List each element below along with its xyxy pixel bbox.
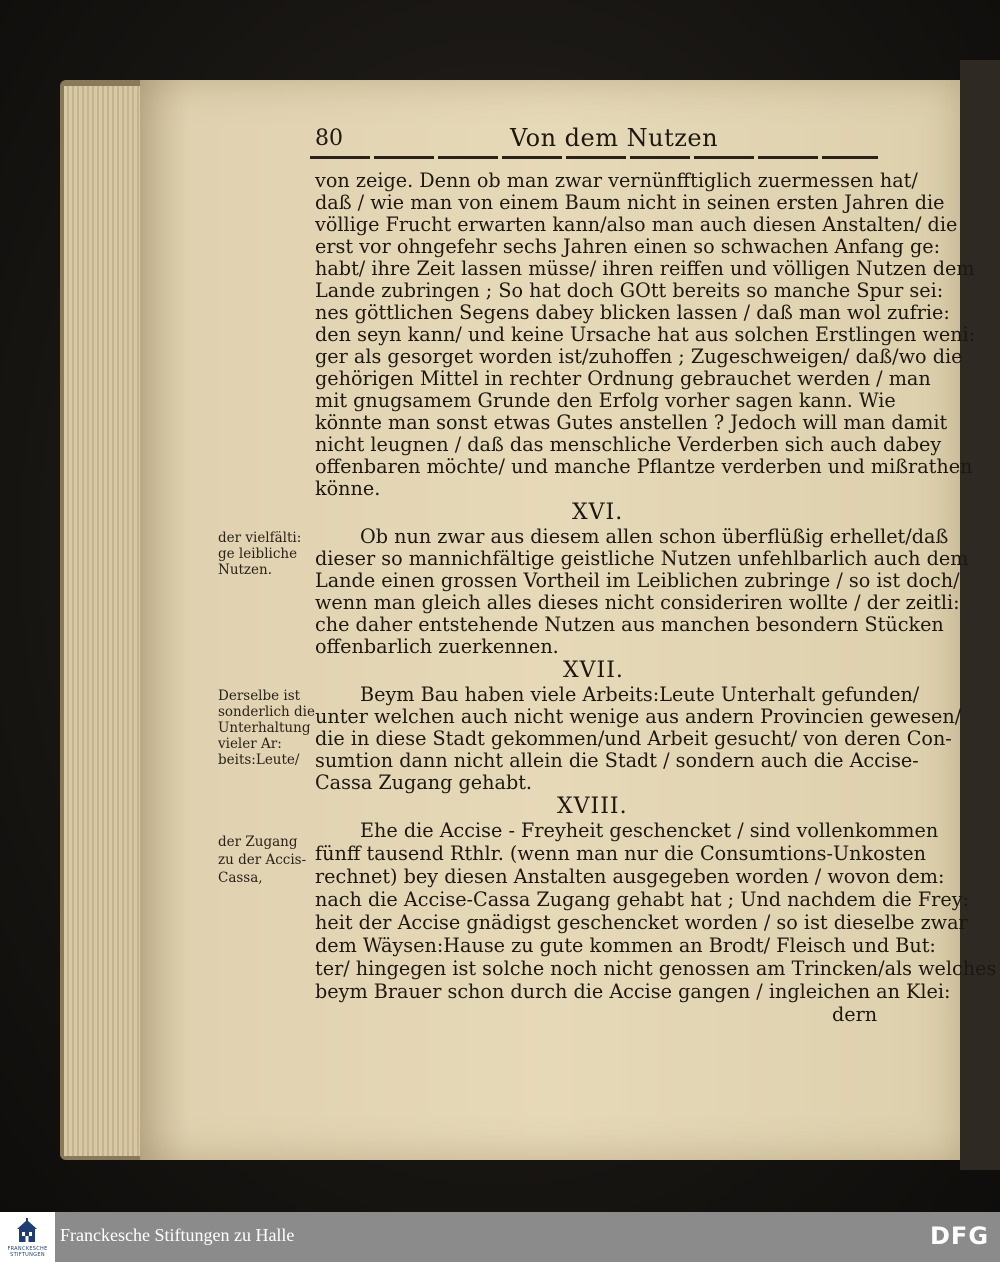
margin-note: Cassa, — [218, 870, 263, 886]
text-line: dem Wäysen:Hause zu gute kommen an Brodt/ Fleisch und But: — [315, 934, 936, 957]
page-stack-edges — [64, 86, 148, 1156]
text-line: nach die Accise-Cassa Zugang gehabt hat ; Und nachdem die Frey: — [315, 888, 970, 911]
text-line: erst vor ohngefehr sechs Jahren einen so schwachen Anfang ge: — [315, 235, 941, 258]
text-line: ter/ hingegen ist solche noch nicht genossen am Trincken/als welches — [315, 957, 997, 980]
running-head: Von dem Nutzen — [510, 124, 719, 152]
text-line: offenbaren möchte/ und manche Pflantze verderben und mißrathen — [315, 455, 973, 478]
text-line: sumtion dann nicht allein die Stadt / sondern auch die Accise- — [315, 749, 919, 772]
section-numeral-xviii: XVIII. — [557, 794, 628, 819]
text-line: nicht leugnen / daß das menschliche Verderben sich auch dabey — [315, 433, 942, 456]
text-line: die in diese Stadt gekommen/und Arbeit gesucht/ von deren Con- — [315, 727, 952, 750]
text-line: könne. — [315, 477, 381, 500]
text-line: offenbarlich zuerkennen. — [315, 635, 559, 658]
orphanage-building-icon — [17, 1218, 37, 1244]
margin-note: der Zugang — [218, 834, 298, 850]
text-line: Lande zubringen ; So hat doch GOtt bereits so manche Spur sei: — [315, 279, 944, 302]
text-line: mit gnugsamem Grunde den Erfolg vorher sagen kann. Wie — [315, 389, 896, 412]
institution-logo[interactable] — [0, 1212, 55, 1262]
text-line: habt/ ihre Zeit lassen müsse/ ihren reiffen und völligen Nutzen dem — [315, 257, 975, 280]
text-line: dieser so mannichfältige geistliche Nutzen unfehlbarlich auch dem — [315, 547, 969, 570]
text-line: von zeige. Denn ob man zwar vernünfftiglich zuermessen hat/ — [315, 169, 918, 192]
viewer-footer — [0, 1212, 1000, 1262]
text-line: che daher entstehende Nutzen aus manchen besondern Stücken — [315, 613, 944, 636]
text-line: Lande einen grossen Vortheil im Leiblichen zubringe / so ist doch/ — [315, 569, 960, 592]
margin-note: Unterhaltung — [218, 720, 311, 736]
section-numeral-xvi: XVI. — [572, 500, 624, 525]
margin-note: Derselbe ist — [218, 688, 301, 704]
text-line: fünff tausend Rthlr. (wenn man nur die Consumtions-Unkosten — [315, 842, 926, 865]
margin-note: zu der Accis- — [218, 852, 307, 868]
text-line: daß / wie man von einem Baum nicht in seinen ersten Jahren die — [315, 191, 945, 214]
page-number: 80 — [315, 126, 343, 151]
text-line: Ob nun zwar aus diesem allen schon überflüßig erhellet/daß — [360, 525, 949, 548]
gutter-shadow — [960, 60, 1000, 1170]
margin-note: vieler Ar: — [218, 736, 282, 752]
margin-note: der vielfälti: — [218, 530, 302, 546]
text-line: Cassa Zugang gehabt. — [315, 771, 533, 794]
margin-note: ge leibliche — [218, 546, 298, 562]
catchword: dern — [832, 1003, 878, 1026]
text-line: Ehe die Accise - Freyheit geschencket / sind vollenkommen — [360, 819, 939, 842]
dfg-logo[interactable]: DFG — [930, 1222, 990, 1250]
margin-note: Nutzen. — [218, 562, 273, 578]
text-line: nes göttlichen Segens dabey blicken lassen / daß man wol zufrie: — [315, 301, 950, 324]
text-line: Beym Bau haben viele Arbeits:Leute Unterhalt gefunden/ — [360, 683, 920, 706]
header-rule — [310, 156, 878, 159]
text-line: gehörigen Mittel in rechter Ordnung gebrauchet werden / man — [315, 367, 931, 390]
text-line: könnte man sonst etwas Gutes anstellen ? Jedoch will man damit — [315, 411, 948, 434]
institution-name-link[interactable]: Franckesche Stiftungen zu Halle — [60, 1225, 295, 1245]
text-line: ger als gesorget worden ist/zuhoffen ; Zugeschweigen/ daß/wo die — [315, 345, 963, 368]
text-line: unter welchen auch nicht wenige aus andern Provincien gewesen/ — [315, 705, 962, 728]
text-line: wenn man gleich alles dieses nicht consideriren wollte / der zeitli: — [315, 591, 960, 614]
text-line: völlige Frucht erwarten kann/also man auch diesen Anstalten/ die — [315, 213, 958, 236]
section-numeral-xvii: XVII. — [563, 658, 624, 683]
text-line: den seyn kann/ und keine Ursache hat aus solchen Erstlingen weni: — [315, 323, 976, 346]
margin-note: sonderlich die — [218, 704, 315, 720]
text-line: beym Brauer schon durch die Accise gangen / ingleichen an Klei: — [315, 980, 951, 1003]
logo-caption: FRANCKESCHE STIFTUNGEN — [7, 1246, 48, 1258]
text-line: rechnet) bey diesen Anstalten ausgegeben worden / wovon dem: — [315, 865, 945, 888]
margin-note: beits:Leute/ — [218, 752, 300, 768]
text-line: heit der Accise gnädigst geschencket worden / so ist dieselbe zwar — [315, 911, 968, 934]
